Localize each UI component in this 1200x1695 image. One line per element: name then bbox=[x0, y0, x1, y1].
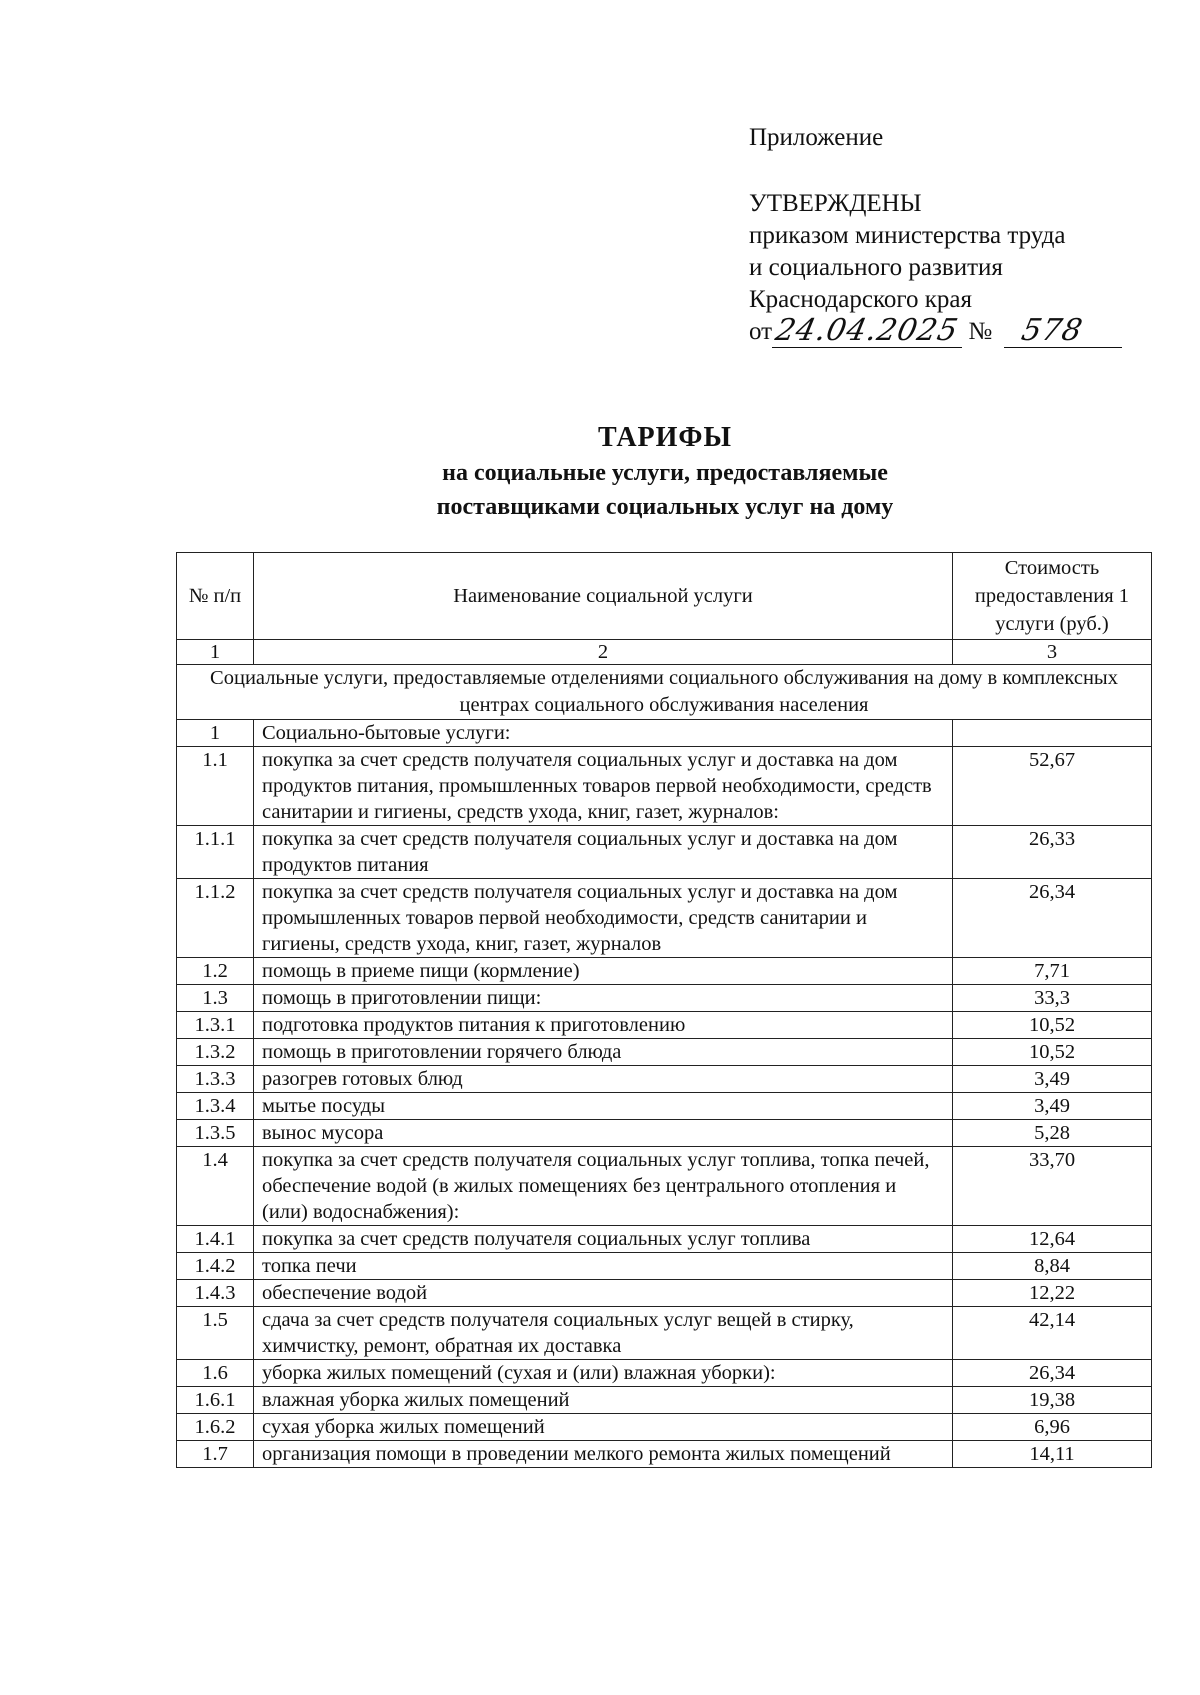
table-row bbox=[177, 826, 1152, 879]
approval-line-3: Краснодарского края bbox=[749, 286, 972, 313]
row-service-name: обеспечение водой bbox=[254, 1280, 953, 1307]
row-service-name: сдача за счет средств получателя социальных услуг вещей в стирку, химчистку, ремонт, обратная их доставка bbox=[254, 1307, 953, 1360]
row-cost: 26,34 bbox=[953, 879, 1152, 958]
row-cost: 14,11 bbox=[953, 1441, 1152, 1468]
table-row bbox=[177, 1387, 1152, 1414]
row-service-name: сухая уборка жилых помещений bbox=[254, 1414, 953, 1441]
column-index-3: 3 bbox=[953, 640, 1152, 665]
row-service-name: разогрев готовых блюд bbox=[254, 1066, 953, 1093]
approval-line-1: приказом министерства труда bbox=[749, 222, 1066, 249]
row-cost: 7,71 bbox=[953, 958, 1152, 985]
document-title bbox=[0, 420, 1200, 524]
row-service-name: покупка за счет средств получателя социальных услуг топлива, топка печей, обеспечение водой (в жилых помещениях без центрального отопления и (или) водоснабжения): bbox=[254, 1147, 953, 1226]
row-service-name: топка печи bbox=[254, 1253, 953, 1280]
from-label: от bbox=[749, 318, 773, 345]
row-cost: 3,49 bbox=[953, 1093, 1152, 1120]
row-service-name: организация помощи в проведении мелкого ремонта жилых помещений bbox=[254, 1441, 953, 1468]
table-row bbox=[177, 1039, 1152, 1066]
row-cost: 33,3 bbox=[953, 985, 1152, 1012]
row-number: 1.5 bbox=[177, 1307, 254, 1360]
row-cost: 8,84 bbox=[953, 1253, 1152, 1280]
header-name: Наименование социальной услуги bbox=[254, 553, 953, 640]
header-num: № п/п bbox=[177, 553, 254, 640]
handwritten-number: 578 bbox=[1018, 313, 1087, 348]
number-field bbox=[1004, 313, 1122, 348]
section-row bbox=[177, 665, 1152, 720]
row-service-name: помощь в приготовлении пищи: bbox=[254, 985, 953, 1012]
row-cost: 42,14 bbox=[953, 1307, 1152, 1360]
row-number: 1.6.2 bbox=[177, 1414, 254, 1441]
table-row bbox=[177, 1147, 1152, 1226]
table-row bbox=[177, 958, 1152, 985]
row-service-name: покупка за счет средств получателя социальных услуг топлива bbox=[254, 1226, 953, 1253]
header-cost: Стоимость предоставления 1 услуги (руб.) bbox=[953, 553, 1152, 640]
row-service-name: покупка за счет средств получателя социальных услуг и доставка на дом промышленных товаров первой необходимости, средств санитарии и гигиены, средств ухода, книг, газет, журналов bbox=[254, 879, 953, 958]
table-row bbox=[177, 1066, 1152, 1093]
table-row bbox=[177, 747, 1152, 826]
row-service-name: помощь в приготовлении горячего блюда bbox=[254, 1039, 953, 1066]
row-number: 1.4.3 bbox=[177, 1280, 254, 1307]
row-number: 1 bbox=[177, 720, 254, 747]
row-service-name: влажная уборка жилых помещений bbox=[254, 1387, 953, 1414]
row-service-name: мытье посуды bbox=[254, 1093, 953, 1120]
row-service-name: покупка за счет средств получателя социальных услуг и доставка на дом продуктов питания bbox=[254, 826, 953, 879]
table-row bbox=[177, 1414, 1152, 1441]
row-service-name: подготовка продуктов питания к приготовлению bbox=[254, 1012, 953, 1039]
row-service-name: Социально-бытовые услуги: bbox=[254, 720, 953, 747]
row-cost: 12,64 bbox=[953, 1226, 1152, 1253]
table-row bbox=[177, 1012, 1152, 1039]
table-row bbox=[177, 879, 1152, 958]
table-row bbox=[177, 1280, 1152, 1307]
row-number: 1.3.1 bbox=[177, 1012, 254, 1039]
approval-line-2: и социального развития bbox=[749, 254, 1003, 281]
title-main: ТАРИФЫ bbox=[598, 422, 732, 453]
row-number: 1.3 bbox=[177, 985, 254, 1012]
row-number: 1.6.1 bbox=[177, 1387, 254, 1414]
row-cost: 26,33 bbox=[953, 826, 1152, 879]
number-label: № bbox=[968, 318, 993, 345]
row-cost: 5,28 bbox=[953, 1120, 1152, 1147]
approved-label: УТВЕРЖДЕНЫ bbox=[749, 190, 922, 217]
column-index-1: 1 bbox=[177, 640, 254, 665]
row-number: 1.4.2 bbox=[177, 1253, 254, 1280]
row-cost: 52,67 bbox=[953, 747, 1152, 826]
row-cost: 19,38 bbox=[953, 1387, 1152, 1414]
table-row bbox=[177, 985, 1152, 1012]
row-cost bbox=[953, 720, 1152, 747]
title-sub-2: поставщиками социальных услуг на дому bbox=[436, 494, 894, 520]
order-date-number bbox=[749, 313, 1149, 350]
section-title: Социальные услуги, предоставляемые отделениями социального обслуживания на дому в комплексных центрах социального обслуживания населения bbox=[177, 665, 1152, 720]
row-number: 1.3.5 bbox=[177, 1120, 254, 1147]
column-index-row bbox=[177, 640, 1152, 665]
approval-block bbox=[749, 122, 1149, 350]
table-row bbox=[177, 1360, 1152, 1387]
row-cost: 10,52 bbox=[953, 1039, 1152, 1066]
row-cost: 33,70 bbox=[953, 1147, 1152, 1226]
row-service-name: уборка жилых помещений (сухая и (или) влажная уборки): bbox=[254, 1360, 953, 1387]
row-cost: 3,49 bbox=[953, 1066, 1152, 1093]
row-number: 1.3.3 bbox=[177, 1066, 254, 1093]
appendix-label: Приложение bbox=[749, 124, 884, 151]
table-row bbox=[177, 1120, 1152, 1147]
title-sub-1: на социальные услуги, предоставляемые bbox=[442, 460, 888, 486]
row-cost: 12,22 bbox=[953, 1280, 1152, 1307]
table-row bbox=[177, 720, 1152, 747]
table-row bbox=[177, 1226, 1152, 1253]
column-index-2: 2 bbox=[254, 640, 953, 665]
row-number: 1.4 bbox=[177, 1147, 254, 1226]
row-cost: 10,52 bbox=[953, 1012, 1152, 1039]
row-number: 1.6 bbox=[177, 1360, 254, 1387]
table-row bbox=[177, 1093, 1152, 1120]
row-number: 1.1 bbox=[177, 747, 254, 826]
tariffs-table bbox=[176, 552, 1152, 1468]
row-number: 1.3.2 bbox=[177, 1039, 254, 1066]
row-service-name: помощь в приеме пищи (кормление) bbox=[254, 958, 953, 985]
row-service-name: вынос мусора bbox=[254, 1120, 953, 1147]
row-service-name: покупка за счет средств получателя социальных услуг и доставка на дом продуктов питания, промышленных товаров первой необходимости, средств санитарии и гигиены, средств ухода, книг, газет, журналов: bbox=[254, 747, 953, 826]
table-row bbox=[177, 1253, 1152, 1280]
row-number: 1.1.2 bbox=[177, 879, 254, 958]
date-field bbox=[772, 313, 962, 348]
row-number: 1.3.4 bbox=[177, 1093, 254, 1120]
row-cost: 6,96 bbox=[953, 1414, 1152, 1441]
table-row bbox=[177, 1441, 1152, 1468]
row-cost: 26,34 bbox=[953, 1360, 1152, 1387]
row-number: 1.4.1 bbox=[177, 1226, 254, 1253]
row-number: 1.2 bbox=[177, 958, 254, 985]
table-row bbox=[177, 1307, 1152, 1360]
table-header-row bbox=[177, 553, 1152, 640]
handwritten-date: 24.04.2025 bbox=[772, 313, 962, 348]
row-number: 1.7 bbox=[177, 1441, 254, 1468]
row-number: 1.1.1 bbox=[177, 826, 254, 879]
